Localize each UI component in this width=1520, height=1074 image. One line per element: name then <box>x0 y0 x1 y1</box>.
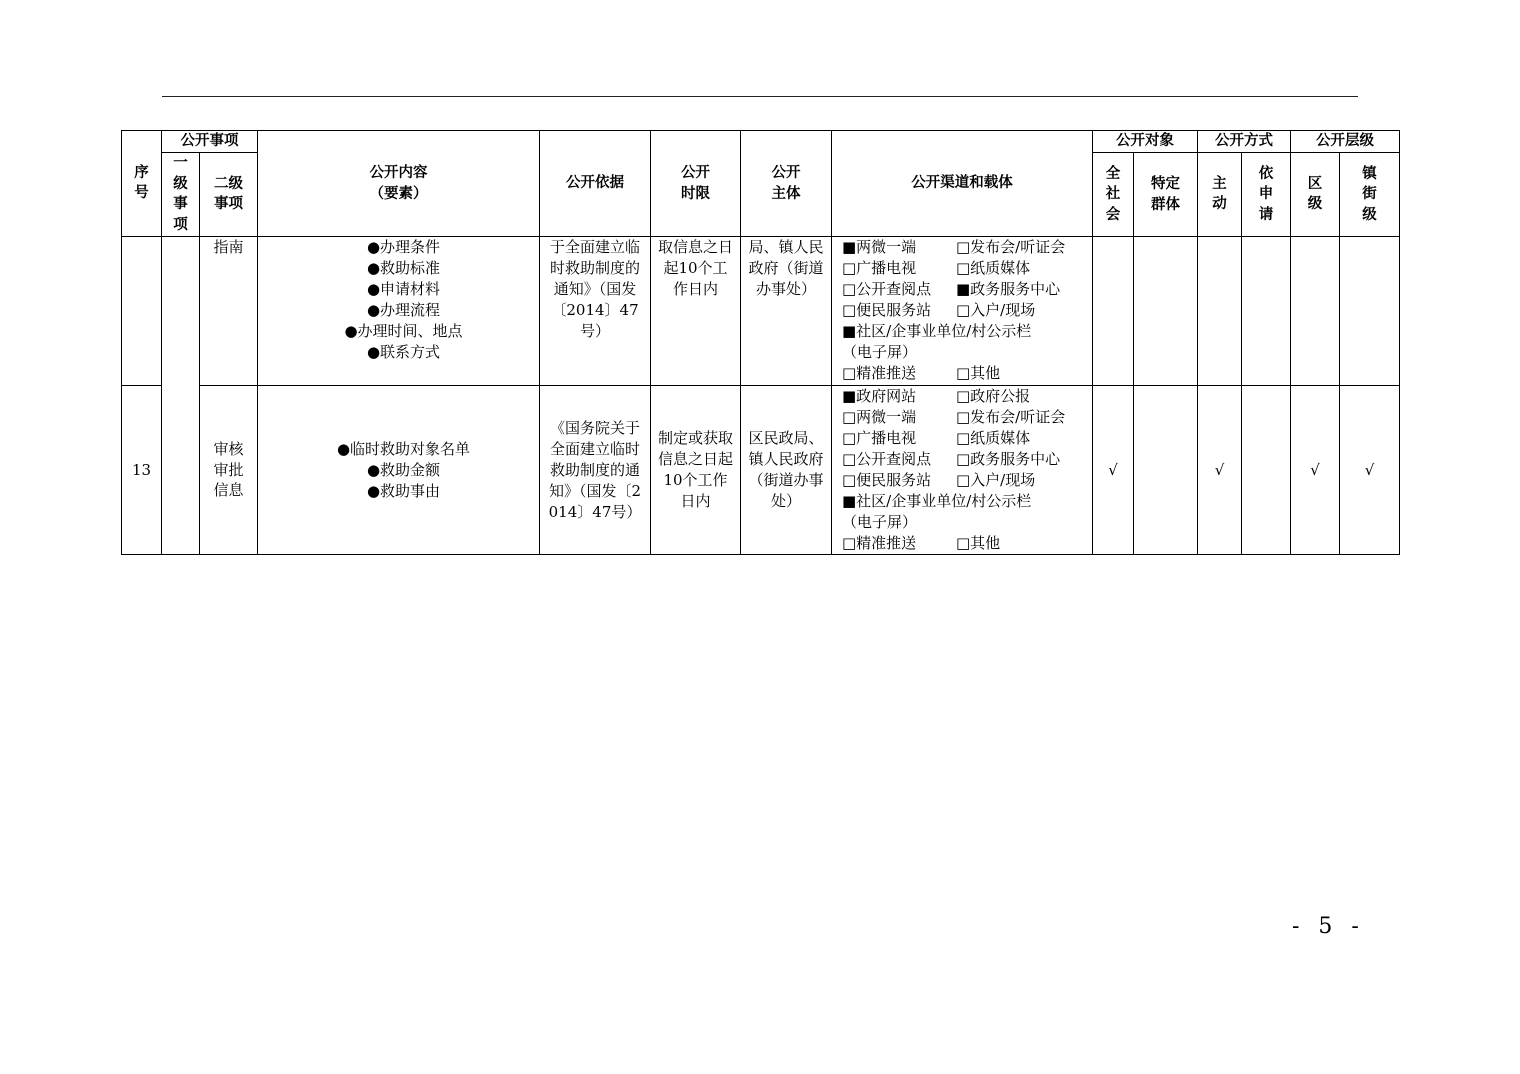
channel-row: （电子屏） <box>842 513 918 531</box>
cell-subject: 区民政局、镇人民政府（街道办事处） <box>741 386 832 555</box>
header-level-district: 区级 <box>1291 153 1340 237</box>
header-target-group: 公开对象 <box>1093 131 1198 153</box>
header-rule <box>162 96 1358 97</box>
content-item: ●办理时间、地点 <box>344 322 463 340</box>
header-level2: 二级事项 <box>200 153 258 237</box>
cell-content <box>258 237 540 386</box>
channel-row: ■两微一端 □发布会/听证会 <box>842 238 1066 256</box>
content-item: ●办理流程 <box>366 301 441 319</box>
cell-subject: 局、镇人民政府（街道办事处） <box>741 237 832 386</box>
header-basis: 公开依据 <box>540 131 651 237</box>
content-item: ●办理条件 <box>366 238 441 256</box>
cell-seq <box>122 237 162 386</box>
header-method-active: 主动 <box>1198 153 1242 237</box>
channel-row: ■社区/企事业单位/村公示栏 <box>842 322 1032 340</box>
cell-level-district: √ <box>1291 386 1340 555</box>
header-level-town: 镇街级 <box>1340 153 1400 237</box>
cell-content <box>258 386 540 555</box>
content-item: ●联系方式 <box>366 343 441 361</box>
channel-row: □便民服务站 □入户/现场 <box>842 471 1036 489</box>
cell-method-request <box>1242 237 1291 386</box>
channel-row: □广播电视 □纸质媒体 <box>842 259 1031 277</box>
header-content: 公开内容 （要素） <box>258 131 540 237</box>
channel-row: □两微一端 □发布会/听证会 <box>842 408 1066 426</box>
cell-time-limit: 取信息之日起10个工作日内 <box>651 237 741 386</box>
header-method-group: 公开方式 <box>1198 131 1291 153</box>
header-target-all: 全社会 <box>1093 153 1134 237</box>
channel-row: □精准推送 □其他 <box>842 364 1001 382</box>
content-item: ●救助金额 <box>366 460 441 479</box>
content-item: ●临时救助对象名单 <box>336 439 471 458</box>
table-row <box>122 237 1400 386</box>
cell-method-active <box>1198 237 1242 386</box>
cell-target-specific <box>1134 237 1198 386</box>
cell-method-request <box>1242 386 1291 555</box>
channel-row: ■政府网站 □政府公报 <box>842 387 1031 405</box>
cell-seq: 13 <box>122 386 162 555</box>
cell-basis: 《国务院关于全面建立临时救助制度的通知》（国发〔2014〕47号） <box>540 386 651 555</box>
cell-channels <box>832 237 1093 386</box>
channel-row: □公开查阅点 ■政务服务中心 <box>842 280 1061 298</box>
header-method-request: 依申请 <box>1242 153 1291 237</box>
header-target-specific: 特定 群体 <box>1134 153 1198 237</box>
cell-level-district <box>1291 237 1340 386</box>
table-row <box>122 386 1400 555</box>
disclosure-table <box>121 130 1400 555</box>
content-item: ●救助标准 <box>366 259 441 277</box>
header-time-limit: 公开 时限 <box>651 131 741 237</box>
content-item: ●申请材料 <box>366 280 441 298</box>
header-subject: 公开 主体 <box>741 131 832 237</box>
cell-target-all: √ <box>1093 386 1134 555</box>
page-number: - 5 - <box>1292 914 1365 939</box>
channel-row: □广播电视 □纸质媒体 <box>842 429 1031 447</box>
channel-row: ■社区/企事业单位/村公示栏 <box>842 492 1032 510</box>
cell-level-town <box>1340 237 1400 386</box>
header-level-group: 公开层级 <box>1291 131 1400 153</box>
channel-row: □精准推送 □其他 <box>842 534 1001 552</box>
cell-level-town: √ <box>1340 386 1400 555</box>
channel-row: （电子屏） <box>842 343 918 361</box>
cell-target-specific <box>1134 386 1198 555</box>
cell-target-all <box>1093 237 1134 386</box>
cell-level2: 审核审批信息 <box>200 386 258 555</box>
cell-level2: 指南 <box>200 237 258 386</box>
header-item-group: 公开事项 <box>162 131 258 153</box>
channel-row: □公开查阅点 □政务服务中心 <box>842 450 1061 468</box>
cell-basis: 于全面建立临时救助制度的通知》（国发〔2014〕47号） <box>540 237 651 386</box>
channel-row: □便民服务站 □入户/现场 <box>842 301 1036 319</box>
header-level1: 一级事项 <box>162 153 200 237</box>
cell-channels <box>832 386 1093 555</box>
header-seq: 序号 <box>122 131 162 237</box>
cell-level1 <box>162 237 200 555</box>
header-channels: 公开渠道和载体 <box>832 131 1093 237</box>
cell-time-limit: 制定或获取信息之日起10个工作日内 <box>651 386 741 555</box>
content-item: ●救助事由 <box>366 481 441 500</box>
cell-method-active: √ <box>1198 386 1242 555</box>
